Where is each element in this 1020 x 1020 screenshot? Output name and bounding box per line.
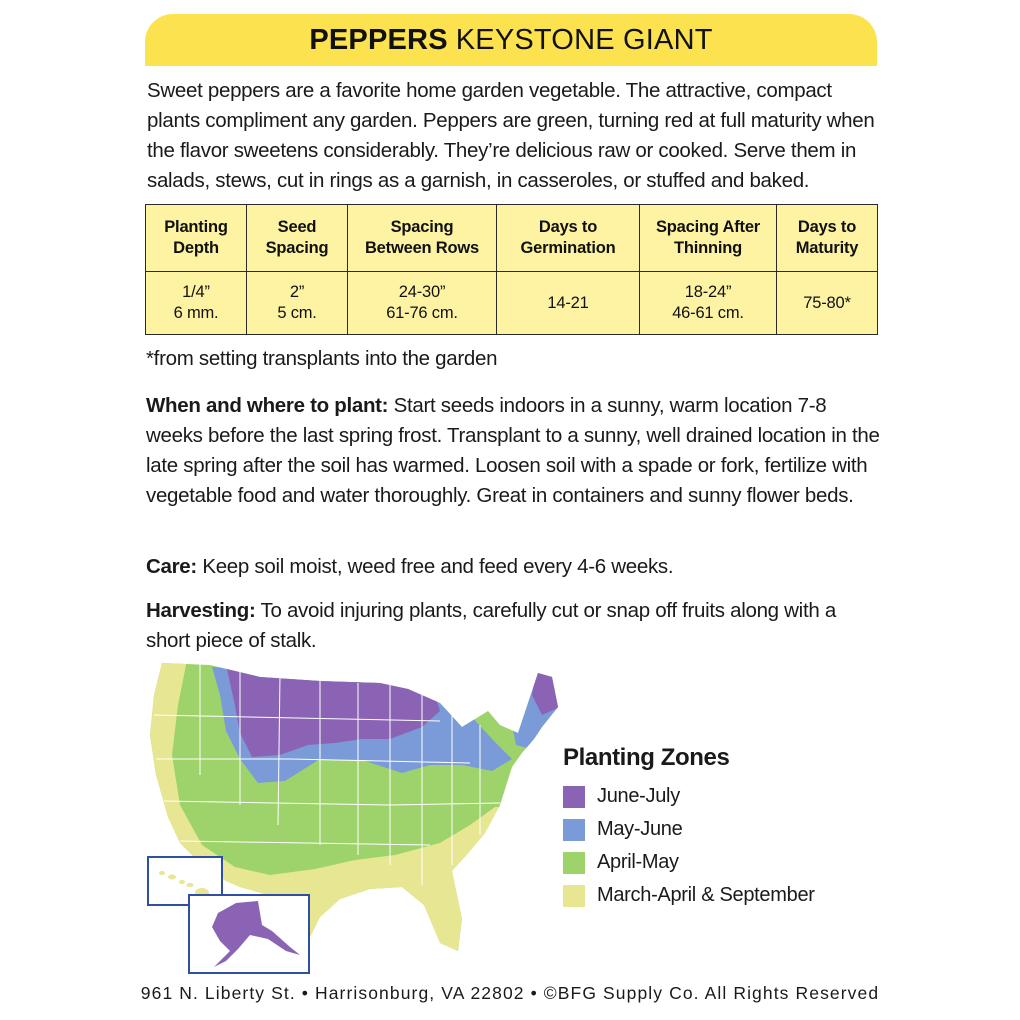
legend-title: Planting Zones (563, 744, 730, 771)
packet-title (145, 14, 877, 66)
legend-item-june-july (563, 780, 863, 813)
value-maturity: 75-80* (777, 272, 878, 335)
value-row-spacing: 24-30” 61-76 cm. (348, 272, 497, 335)
legend-swatch (563, 852, 585, 874)
legend-label: June-July (597, 785, 680, 807)
care-heading: Care: (146, 555, 197, 578)
planting-zones-legend (563, 744, 863, 912)
value-planting-depth: 1/4” 6 mm. (146, 272, 247, 335)
company-footer: 961 N. Liberty St. • Harrisonburg, VA 22802 • ©BFG Supply Co. All Rights Reserved (140, 983, 880, 1003)
header-thinning: Spacing After Thinning (640, 205, 777, 272)
title-crop: PEPPERS (309, 23, 448, 56)
harvest-text: To avoid injuring plants, carefully cut or snap off fruits along with a short piece of stalk. (146, 599, 836, 652)
planting-specs-table (145, 204, 878, 335)
title-variety: KEYSTONE GIANT (455, 23, 713, 56)
planting-zone-map (140, 655, 565, 980)
harvest-section (146, 596, 881, 656)
legend-item-april-may (563, 846, 863, 879)
header-row-spacing: Spacing Between Rows (348, 205, 497, 272)
value-germination: 14-21 (497, 272, 640, 335)
header-germination: Days to Germination (497, 205, 640, 272)
transplant-footnote: *from setting transplants into the garden (146, 347, 498, 370)
when-where-text: Start seeds indoors in a sunny, warm location 7-8 weeks before the last spring frost. Transplant to a sunny, well drained location in the late spring after the soil has warmed. Loosen soil with a spade or fork, fertilize with vegetable food and water thoroughly. Great in containers and sunny flower beds. (146, 394, 880, 507)
legend-swatch (563, 786, 585, 808)
legend-label: May-June (597, 818, 683, 840)
header-planting-depth: Planting Depth (146, 205, 247, 272)
care-text: Keep soil moist, weed free and feed every 4-6 weeks. (196, 555, 674, 578)
when-where-section (146, 391, 881, 511)
when-where-heading: When and where to plant: (146, 394, 389, 417)
legend-label: April-May (597, 851, 679, 873)
legend-label: March-April & September (597, 884, 815, 906)
value-seed-spacing: 2” 5 cm. (247, 272, 348, 335)
value-thinning: 18-24” 46-61 cm. (640, 272, 777, 335)
harvest-heading: Harvesting: (146, 599, 256, 622)
table-header-row (146, 205, 878, 272)
table-value-row (146, 272, 878, 335)
legend-item-may-june (563, 813, 863, 846)
header-maturity: Days to Maturity (777, 205, 878, 272)
legend-swatch (563, 819, 585, 841)
care-section (146, 552, 881, 582)
intro-description: Sweet peppers are a favorite home garden vegetable. The attractive, compact plants compliment any garden. Peppers are green, turning red at full maturity when the flavor sweetens considerably. They’re delicious raw or cooked. Serve them in salads, stews, cut in rings as a garnish, in casseroles, or stuffed and baked. (147, 79, 875, 192)
legend-swatch (563, 885, 585, 907)
legend-item-march-april-september (563, 879, 863, 912)
header-seed-spacing: Seed Spacing (247, 205, 348, 272)
